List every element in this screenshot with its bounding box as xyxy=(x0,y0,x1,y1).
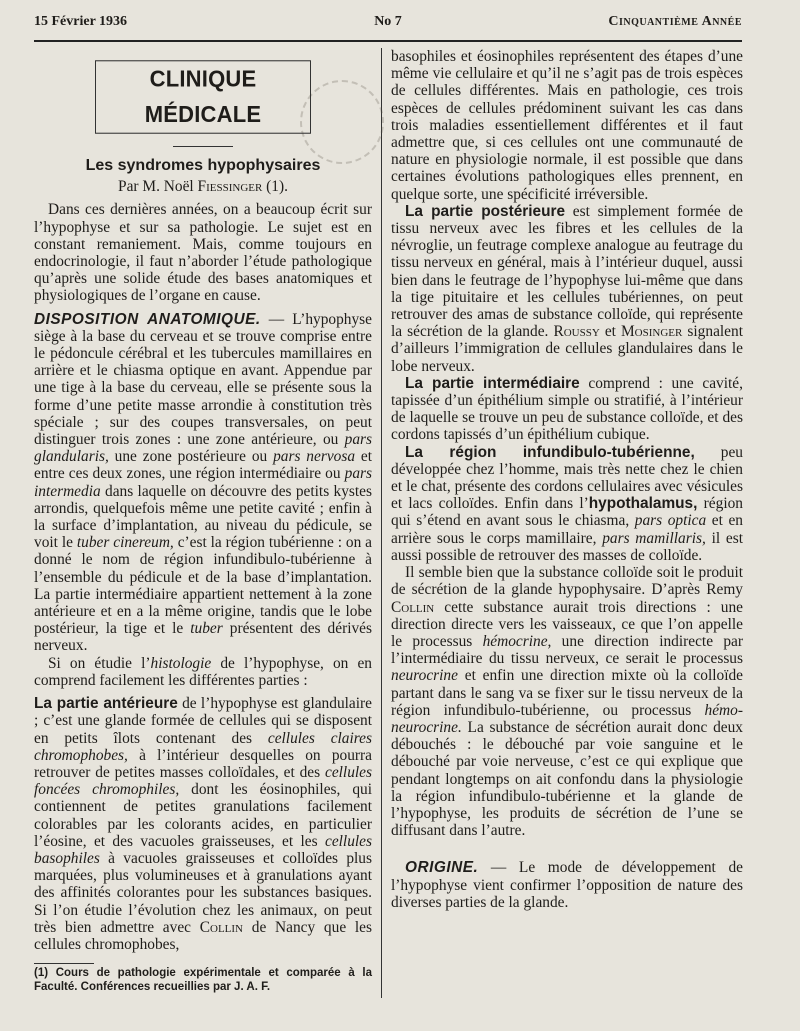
histology-paragraph: Si on étudie l’histologie de l’hypophyse, on en comprend facilement les différentes parties : xyxy=(34,654,372,689)
title-rule xyxy=(173,146,233,147)
article-title: Les syndromes hypophysaires xyxy=(85,157,321,174)
secretion-paragraph: Il semble bien que la substance colloïde soit le produit de sécrétion de la glande hypophysaire. D’après Remy Collin cette substance aurait trois directions : une direction directe vers les vaisseaux, ce que l’on appelle le processus hémocrine, une direction indirecte par l’intermédiaire du tissu nerveux, ce serait le processus neurocrine et enfin une direction mixte où la colloïde partant dans le sang va se fixer sur le tissu nerveux de la région infundibulo-tubérienne, ou processus hémo-neurocrine. La substance de sécrétion aurait donc deux débouchés : le débouché par voie sanguine et le débouché par voie nerveuse, c’est ce qui explique que pendant longtemps on ait confondu dans la physiologie la région infundibulo-tubérienne et la glande de l’hypophyse, les produits de sécrétion de l’une se diffusant dans l’autre. xyxy=(391,564,743,840)
anatomy-paragraph: DISPOSITION ANATOMIQUE. — L’hypophyse siège à la base du cerveau et se trouve comprise entre le pédoncule cérébral et les tubercules mamillaires en arrière et le chiasma optique en avant. Appendue par une tige à la base du cerveau, elle se présente sous la forme d’une petite masse arrondie à constitution très spéciale ; sur des coupes transversales, on peut distinguer trois zones : une zone antérieure, ou pars glandularis, une zone postérieure ou pars nervosa et entre ces deux zones, une région intermédiaire ou pars intermedia dans laquelle on découvre des petits kystes arrondis, quelquefois même une petite cavité ; enfin à la surface d’implantation, au niveau du pédicule, se voit le tuber cinereum, c’est la région tubérienne : on a donné le nom de région infundibulo-tubérienne à l’ensemble du pédicule et de la base d’implantation. La partie intermédiaire appartient nettement à la zone antérieure et en a la même origine, tandis que le lobe postérieur, la tige et le tuber présentent des dérivés nerveux. xyxy=(34,310,373,655)
page-header xyxy=(34,14,742,34)
subheading-intermediate: La partie intermédiaire xyxy=(405,374,580,392)
section-heading-box: CLINIQUE MÉDICALE xyxy=(95,60,311,134)
left-column xyxy=(34,56,372,953)
header-rule xyxy=(34,40,742,42)
subheading-infundibular: La région infundibulo-tubérienne, xyxy=(405,443,695,461)
posterior-paragraph: La partie postérieure est simplement formée de tissu nerveux avec les fibres et les cellules de la névroglie, un feutrage complexe analogue au feutrage du tissu nerveux en général, mais à l’intérieur duquel, aussi bien dans le feutrage de l’hypophyse lui-même que dans la tige pituitaire et les cellules tubériennes, on peut retrouver des amas de substance colloïde, qui représente la sécrétion de la glande. Roussy et Mosinger signalent d’ailleurs l’immigration de cellules glandulaires dans le lobe nerveux. xyxy=(391,202,743,375)
intro-paragraph: Dans ces dernières années, on a beaucoup écrit sur l’hypophyse et sur sa pathologie. Le sujet est en constant remaniement. Mais, comme toujours en endocrinologie, il faut n’aborder l’étude pathologique qu’après une solide étude des bases anatomiques et physiologiques de l’organe en cause. xyxy=(34,201,372,305)
footnote: (1) Cours de pathologie expérimentale et comparée à la Faculté. Conférences recueillies par J. A. F. xyxy=(34,967,372,993)
anterior-paragraph: La partie antérieure de l’hypophyse est glandulaire ; c’est une glande formée de cellules qui se disposent en petits îlots contenant des cellules claires chromophobes, à l’intérieur desquelles on pourra retrouver de petites masses colloïdales, et des cellules foncées chromophiles, dont les éosinophiles, qui contiennent de petites granulations facilement colorables par les colorants acides, en particulier l’éosine, et des vacuoles graisseuses, et les cellules basophiles à vacuoles graisseuses et colloïdes plus marquées, plus volumineuses et à granulations ayant des affinités colorantes pour les substances basiques. Si l’on étudie l’évolution chez les animaux, on peut très bien admettre avec Collin de Nancy que les cellules chromophobes, xyxy=(34,695,373,953)
right-column xyxy=(391,48,743,911)
continuation-paragraph: basophiles et éosinophiles représentent des étapes d’une même vie cellulaire et qu’il ne s’agit pas de trois espèces de cellules différentes. Mais en pathologie, ces trois espèces de cellules prédominent suivant les cas dans trois maladies essentiellement différentes et il faut admettre que, si ces cellules ont une communauté de nature en physiologie normale, il est possible que dans certaines évolutions pathologiques elles prennent, en quelque sorte, une spécificité irréversible. xyxy=(391,48,743,203)
volume-year: Cinquantième Année xyxy=(608,14,742,29)
issue-date: 15 Février 1936 xyxy=(34,14,128,29)
subheading-anterior: La partie antérieure xyxy=(34,695,178,713)
origin-paragraph: ORIGINE. — Le mode de développement de l’hypophyse vient confirmer l’opposition de nature des diverses parties de la glande. xyxy=(391,859,743,911)
subheading-posterior: La partie postérieure xyxy=(405,202,566,220)
author-name: Fiessinger xyxy=(197,178,263,196)
issue-number: No 7 xyxy=(374,14,402,29)
column-divider xyxy=(381,48,382,998)
section-title-anatomy: DISPOSITION ANATOMIQUE. xyxy=(34,310,261,328)
byline: Par M. Noël Fiessinger (1). xyxy=(118,178,288,196)
infundibular-paragraph: La région infundibulo-tubérienne, peu développée chez l’homme, mais très nette chez le chien et le chat, présente des cordons cellulaires avec vésicules et lacs colloïdes. Enfin dans l’hypothalamus, région qui s’étend en avant sous le chiasma, pars optica et en arrière sous le corps mamillaire, pars mamillaris, il est aussi possible de retrouver des masses de colloïde. xyxy=(391,443,743,564)
section-title-origin: ORIGINE. xyxy=(405,859,479,877)
intermediate-paragraph: La partie intermédiaire comprend : une cavité, tapissée d’un épithélium simple ou stratifié, à l’intérieur de laquelle se trouve un peu de substance colloïde, et des cordons tapissés d’un épithélium cubique. xyxy=(391,374,743,444)
footnote-rule xyxy=(34,963,94,964)
